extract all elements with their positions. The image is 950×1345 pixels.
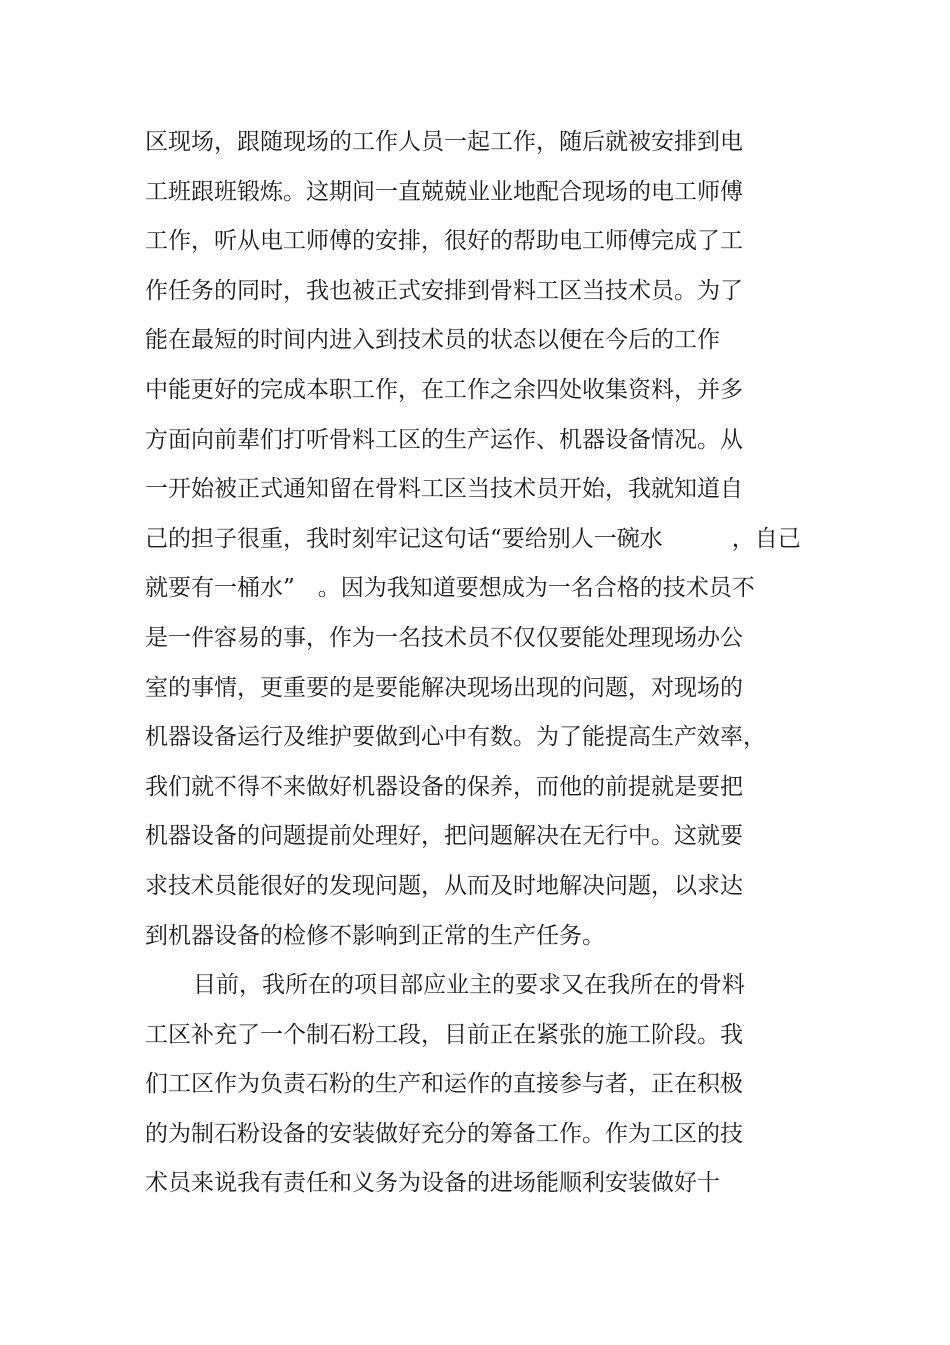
text-line: 一开始被正式通知留在骨料工区当技术员开始，我就知道自 xyxy=(145,476,743,503)
text-line: 工区补充了一个制石粉工段，目前正在紧张的施工阶段。我 xyxy=(145,1021,743,1048)
text-line: 求技术员能很好的发现问题，从而及时地解决问题，以求达 xyxy=(145,872,743,899)
paragraph-start-line: 目前，我所在的项目部应业主的要求又在我所在的骨料 xyxy=(193,972,745,999)
text-line: 是一件容易的事，作为一名技术员不仅仅要能处理现场办公 xyxy=(145,624,743,651)
text-line: 工班跟班锻炼。这期间一直兢兢业业地配合现场的电工师傅 xyxy=(145,178,743,205)
text-line: 术员来说我有责任和义务为设备的进场能顺利安装做好十 xyxy=(145,1170,720,1197)
text-line: 作任务的同时，我也被正式安排到骨料工区当技术员。为了 xyxy=(145,277,743,304)
text-line: 的为制石粉设备的安装做好充分的筹备工作。作为工区的技 xyxy=(145,1120,743,1147)
text-line: 中能更好的完成本职工作，在工作之余四处收集资料，并多 xyxy=(145,376,743,403)
text-line: 己的担子很重，我时刻牢记这句话“要给别人一碗水 ，自己 xyxy=(145,525,801,552)
body-text xyxy=(145,118,845,1209)
text-line: 室的事情，更重要的是要能解决现场出现的问题，对现场的 xyxy=(145,674,743,701)
text-line: 们工区作为负责石粉的生产和运作的直接参与者，正在积极 xyxy=(145,1071,743,1098)
text-line: 我们就不得不来做好机器设备的保养，而他的前提就是要把 xyxy=(145,773,743,800)
text-line: 工作，听从电工师傅的安排，很好的帮助电工师傅完成了工 xyxy=(145,228,743,255)
text-line: 机器设备的问题提前处理好，把问题解决在无行中。这就要 xyxy=(145,823,743,850)
text-line: 就要有一桶水” 。因为我知道要想成为一名合格的技术员不 xyxy=(145,575,755,602)
text-line: 能在最短的时间内进入到技术员的状态以便在今后的工作 xyxy=(145,327,720,354)
text-line: 到机器设备的检修不影响到正常的生产任务。 xyxy=(145,922,605,949)
text-line: 方面向前辈们打听骨料工区的生产运作、机器设备情况。从 xyxy=(145,426,743,453)
text-line: 区现场，跟随现场的工作人员一起工作，随后就被安排到电 xyxy=(145,129,743,155)
text-line: 机器设备运行及维护要做到心中有数。为了能提高生产效率， xyxy=(145,724,766,751)
